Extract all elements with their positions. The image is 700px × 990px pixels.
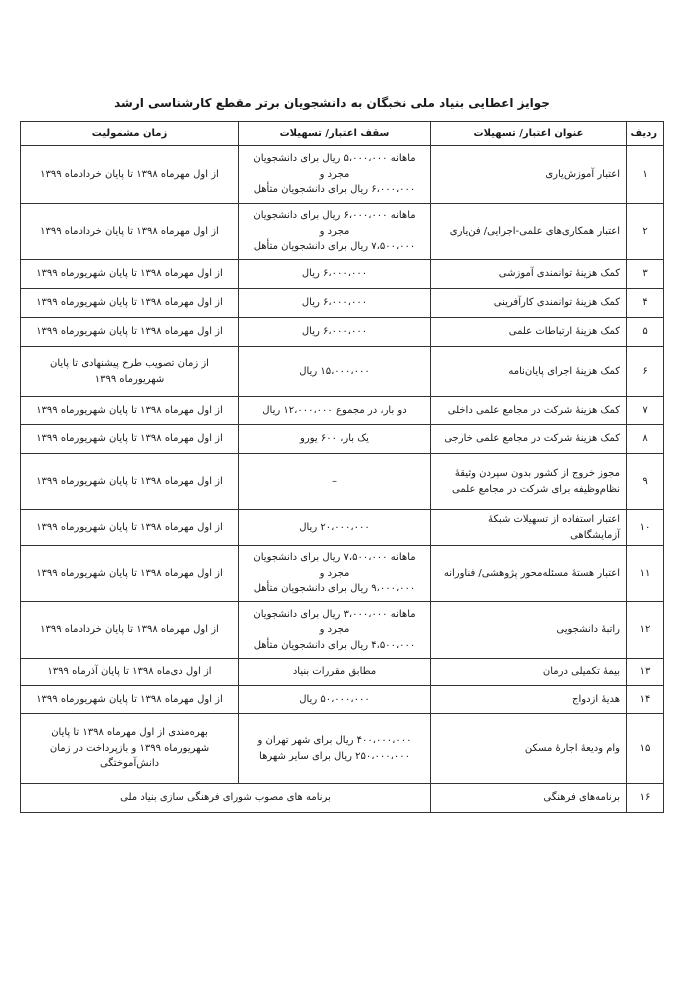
row-title: برنامه‌های فرهنگی <box>431 784 627 813</box>
row-number: ۴ <box>627 289 664 318</box>
time-line: از اول مهرماه ۱۳۹۸ تا پایان خردادماه ۱۳۹۹ <box>40 624 219 636</box>
table-row <box>21 146 664 204</box>
cap-line: ۲۰،۰۰۰،۰۰۰ ریال <box>299 521 370 533</box>
row-cap <box>239 347 431 397</box>
time-line: از اول مهرماه ۱۳۹۸ تا پایان شهریورماه ۱۳۹۹ <box>36 326 223 338</box>
row-time <box>21 602 239 659</box>
cap-line: – <box>332 475 337 487</box>
header-cap: سقف اعتبار/ تسهیلات <box>239 122 431 146</box>
page-title: جوایز اعطایی بنیاد ملی نخبگان به دانشجویان برتر مقطع کارشناسی ارشد <box>114 96 550 110</box>
header-title: عنوان اعتبار/ تسهیلات <box>431 122 627 146</box>
header-time: زمان مشمولیت <box>21 122 239 146</box>
row-title: بیمهٔ تکمیلی درمان <box>431 659 627 686</box>
cap-line: ۵۰،۰۰۰،۰۰۰ ریال <box>299 693 370 705</box>
row-time <box>21 347 239 397</box>
table-row <box>21 510 664 546</box>
row-time <box>21 510 239 546</box>
row-title: کمک هزینهٔ اجرای پایان‌نامه <box>431 347 627 397</box>
awards-table <box>20 121 664 813</box>
row-time <box>21 686 239 714</box>
row-title: وام ودیعهٔ اجارهٔ مسکن <box>431 714 627 784</box>
cap-line: ۷،۵۰۰،۰۰۰ ریال برای دانشجویان متأهل <box>253 241 416 253</box>
row-title: کمک هزینهٔ توانمندی کارآفرینی <box>431 289 627 318</box>
row-time <box>21 260 239 289</box>
cap-line: ۱۵،۰۰۰،۰۰۰ ریال <box>299 365 370 377</box>
row-title: کمک هزینهٔ توانمندی آموزشی <box>431 260 627 289</box>
row-number: ۳ <box>627 260 664 289</box>
row-cap <box>239 146 431 204</box>
cap-line: ۶،۰۰۰،۰۰۰ ریال <box>301 297 368 309</box>
row-cap <box>239 510 431 546</box>
row-cap <box>239 289 431 318</box>
row-number: ۱۶ <box>627 784 664 813</box>
table-body <box>21 146 664 813</box>
row-number: ۷ <box>627 397 664 425</box>
merged-cell: برنامه های مصوب شورای فرهنگی سازی بنیاد ملی <box>21 784 431 813</box>
row-cap <box>239 546 431 602</box>
row-time <box>21 397 239 425</box>
table-row <box>21 546 664 602</box>
row-time <box>21 659 239 686</box>
table-row <box>21 686 664 714</box>
row-cap <box>239 260 431 289</box>
time-line: دانش‌آموختگی <box>99 758 160 770</box>
row-number: ۱۵ <box>627 714 664 784</box>
time-line: شهریورماه ۱۳۹۹ و بازپرداخت در زمان <box>49 742 210 754</box>
row-title: اعتبار همکاری‌های علمی-اجرایی/ فن‌یاری <box>431 204 627 260</box>
cap-line: ۴۰۰،۰۰۰،۰۰۰ ریال برای شهر تهران و <box>257 735 412 746</box>
row-cap <box>239 397 431 425</box>
row-time <box>21 204 239 260</box>
time-line: از اول مهرماه ۱۳۹۸ تا پایان شهریورماه ۱۳۹۹ <box>36 433 223 445</box>
row-cap <box>239 659 431 686</box>
cap-line: ماهانه ۷،۵۰۰،۰۰۰ ریال برای دانشجویان مجرد و <box>253 552 416 579</box>
row-cap <box>239 686 431 714</box>
cap-line: ۹،۰۰۰،۰۰۰ ریال برای دانشجویان متأهل <box>253 583 416 595</box>
cap-line: ۲۵۰،۰۰۰،۰۰۰ ریال برای سایر شهرها <box>259 750 410 762</box>
row-time <box>21 714 239 784</box>
row-title: کمک هزینهٔ شرکت در مجامع علمی خارجی <box>431 425 627 454</box>
row-title: راتبهٔ دانشجویی <box>431 602 627 659</box>
table-row <box>21 714 664 784</box>
table-row <box>21 347 664 397</box>
row-time <box>21 289 239 318</box>
row-number: ۸ <box>627 425 664 454</box>
row-number: ۱ <box>627 146 664 204</box>
time-line: بهره‌مندی از اول مهرماه ۱۳۹۸ تا پایان <box>51 727 208 739</box>
time-line: از اول مهرماه ۱۳۹۸ تا پایان شهریورماه ۱۳۹۹ <box>36 404 223 416</box>
table-header-row <box>21 122 664 146</box>
table-row <box>21 784 664 813</box>
cap-line: ماهانه ۵،۰۰۰،۰۰۰ ریال برای دانشجویان مجرد و <box>253 153 416 180</box>
time-line: از زمان تصویب طرح پیشنهادی تا پایان <box>50 358 209 369</box>
time-line: شهریورماه ۱۳۹۹ <box>94 373 165 385</box>
cap-line: مطابق مقررات بنیاد <box>292 666 377 678</box>
row-cap <box>239 714 431 784</box>
row-number: ۱۲ <box>627 602 664 659</box>
row-number: ۹ <box>627 454 664 510</box>
table-row <box>21 602 664 659</box>
cap-line: ماهانه ۳،۰۰۰،۰۰۰ ریال برای دانشجویان مجرد و <box>253 608 416 636</box>
cap-line: ۴،۵۰۰،۰۰۰ ریال برای دانشجویان متأهل <box>253 639 416 651</box>
row-time <box>21 425 239 454</box>
row-title: هدیهٔ ازدواج <box>431 686 627 714</box>
cap-line: ۶،۰۰۰،۰۰۰ ریال برای دانشجویان متأهل <box>253 184 416 196</box>
row-time <box>21 146 239 204</box>
table-row <box>21 425 664 454</box>
time-line: از اول مهرماه ۱۳۹۸ تا پایان شهریورماه ۱۳۹۹ <box>36 693 223 705</box>
table-row <box>21 289 664 318</box>
row-time <box>21 454 239 510</box>
row-number: ۲ <box>627 204 664 260</box>
row-time <box>21 546 239 602</box>
time-line: از اول مهرماه ۱۳۹۸ تا پایان خردادماه ۱۳۹۹ <box>40 225 219 237</box>
row-time <box>21 318 239 347</box>
time-line: از اول مهرماه ۱۳۹۸ تا پایان شهریورماه ۱۳۹۹ <box>36 521 223 533</box>
time-line: از اول دی‌ماه ۱۳۹۸ تا پایان آذرماه ۱۳۹۹ <box>47 666 212 678</box>
header-row-number: ردیف <box>627 122 664 146</box>
time-line: از اول مهرماه ۱۳۹۸ تا پایان شهریورماه ۱۳۹۹ <box>36 475 223 487</box>
row-cap <box>239 425 431 454</box>
time-line: از اول مهرماه ۱۳۹۸ تا پایان شهریورماه ۱۳۹۹ <box>36 268 223 280</box>
row-cap <box>239 602 431 659</box>
row-number: ۱۴ <box>627 686 664 714</box>
cap-line: یک بار، ۶۰۰ یورو <box>300 433 369 445</box>
row-number: ۱۳ <box>627 659 664 686</box>
table-row <box>21 397 664 425</box>
row-title: کمک هزینهٔ شرکت در مجامع علمی داخلی <box>431 397 627 425</box>
table-row <box>21 318 664 347</box>
row-number: ۶ <box>627 347 664 397</box>
row-cap <box>239 204 431 260</box>
cap-line: ۶،۰۰۰،۰۰۰ ریال <box>301 326 368 338</box>
row-number: ۱۰ <box>627 510 664 546</box>
row-number: ۵ <box>627 318 664 347</box>
row-title: اعتبار هستهٔ مسئله‌محور پژوهشی/ فناورانه <box>431 546 627 602</box>
table-row <box>21 454 664 510</box>
time-line: از اول مهرماه ۱۳۹۸ تا پایان شهریورماه ۱۳۹۹ <box>36 567 223 579</box>
table-row <box>21 659 664 686</box>
table-row <box>21 204 664 260</box>
row-cap <box>239 318 431 347</box>
time-line: از اول مهرماه ۱۳۹۸ تا پایان خردادماه ۱۳۹۹ <box>40 168 219 180</box>
row-cap <box>239 454 431 510</box>
table-row <box>21 260 664 289</box>
row-title: اعتبار استفاده از تسهیلات شبکهٔ آزمایشگاهی <box>431 510 627 546</box>
row-title: مجوز خروج از کشور بدون سپردن وثیقهٔ نظام‌وظیفه برای شرکت در مجامع علمی <box>431 454 627 510</box>
cap-line: ماهانه ۶،۰۰۰،۰۰۰ ریال برای دانشجویان مجرد و <box>253 210 416 237</box>
row-number: ۱۱ <box>627 546 664 602</box>
row-title: کمک هزینهٔ ارتباطات علمی <box>431 318 627 347</box>
time-line: از اول مهرماه ۱۳۹۸ تا پایان شهریورماه ۱۳۹۹ <box>36 297 223 309</box>
cap-line: ۶،۰۰۰،۰۰۰ ریال <box>301 268 368 280</box>
row-title: اعتبار آموزش‌یاری <box>431 146 627 204</box>
cap-line: دو بار، در مجموع ۱۲،۰۰۰،۰۰۰ ریال <box>262 404 407 416</box>
